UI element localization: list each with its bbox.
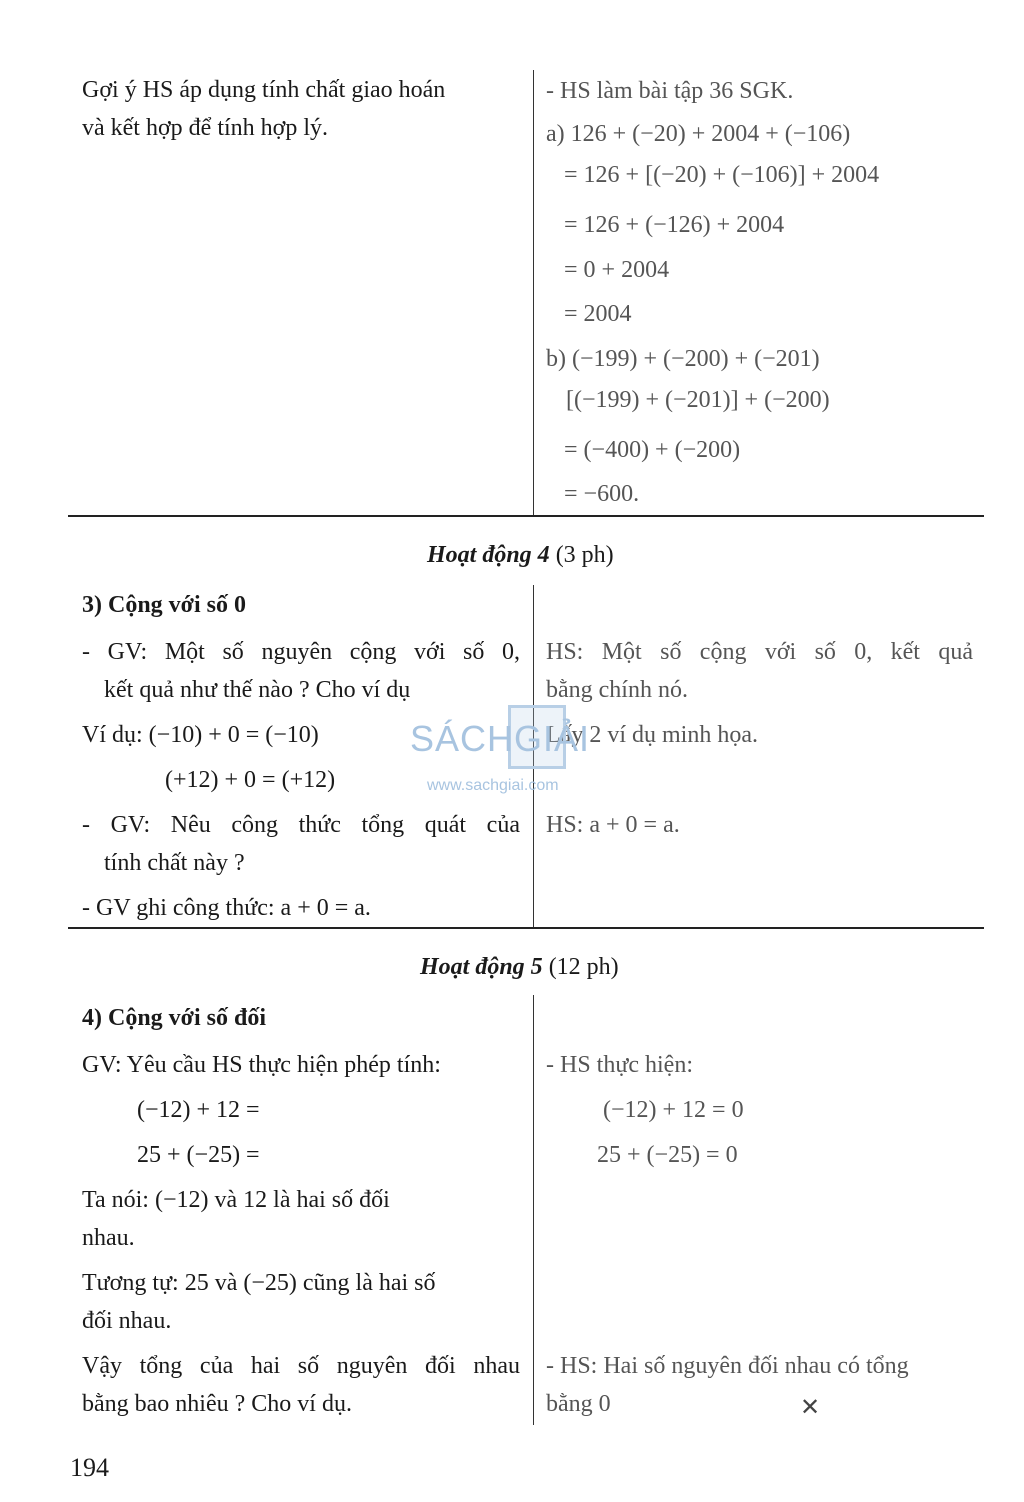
student-line: bằng chính nó.	[546, 677, 688, 703]
answer-line: = (−400) + (−200)	[564, 437, 741, 463]
teacher-line: - GV ghi công thức: a + 0 = a.	[82, 895, 371, 921]
answer-line: = −600.	[564, 481, 640, 507]
activity-5-heading	[420, 952, 619, 982]
activity-5-title: Hoạt động 5	[420, 954, 543, 980]
section-2-heading: 3) Cộng với số 0	[82, 592, 246, 618]
student-line: - HS: Hai số nguyên đối nhau có tổng	[546, 1353, 909, 1379]
teacher-line: kết quả như thế nào ? Cho ví dụ	[104, 677, 411, 703]
section-rule	[68, 515, 984, 517]
cross-mark-icon: ✕	[800, 1393, 821, 1421]
student-line: - HS thực hiện:	[546, 1052, 693, 1078]
student-line: Lấy 2 ví dụ minh họa.	[546, 722, 758, 748]
activity-4-heading	[427, 540, 614, 570]
activity-5-time: (12 ph)	[548, 954, 619, 980]
teacher-line: tính chất này ?	[104, 850, 245, 876]
student-line: 25 + (−25) = 0	[597, 1142, 738, 1168]
hint-line-1: Gợi ý HS áp dụng tính chất giao hoán	[82, 77, 446, 103]
student-line: bằng 0	[546, 1391, 611, 1417]
student-line: HS: Một số cộng với số 0, kết quả	[546, 639, 973, 665]
expression-line: 25 + (−25) =	[137, 1142, 260, 1168]
answer-line: = 2004	[564, 301, 632, 327]
column-divider	[533, 995, 534, 1425]
activity-4-time: (3 ph)	[555, 542, 614, 568]
teacher-line: nhau.	[82, 1225, 135, 1251]
teacher-line: GV: Yêu cầu HS thực hiện phép tính:	[82, 1052, 441, 1078]
student-line: HS: a + 0 = a.	[546, 812, 680, 838]
answer-line: = 0 + 2004	[564, 257, 670, 283]
student-line: (−12) + 12 = 0	[603, 1097, 744, 1123]
teacher-line: đối nhau.	[82, 1308, 172, 1334]
example-line: (+12) + 0 = (+12)	[165, 767, 336, 793]
page-number: 194	[70, 1453, 109, 1482]
teacher-line: - GV: Nêu công thức tổng quát của	[82, 812, 520, 838]
teacher-line: Ta nói: (−12) và 12 là hai số đối	[82, 1187, 390, 1213]
example-line: Ví dụ: (−10) + 0 = (−10)	[82, 722, 319, 748]
watermark-logo: SÁCHGIẢI	[410, 718, 591, 759]
answer-line: = 126 + [(−20) + (−106)] + 2004	[564, 162, 880, 188]
answer-line: = 126 + (−126) + 2004	[564, 212, 785, 238]
teacher-line: bằng bao nhiêu ? Cho ví dụ.	[82, 1391, 352, 1417]
answer-line: a) 126 + (−20) + 2004 + (−106)	[546, 121, 851, 147]
activity-4-title: Hoạt động 4	[427, 542, 550, 568]
watermark-url: www.sachgiai.com	[427, 777, 559, 794]
teacher-line: Tương tự: 25 và (−25) cũng là hai số	[82, 1270, 436, 1296]
teacher-line: Vậy tổng của hai số nguyên đối nhau	[82, 1353, 520, 1379]
teacher-line: - GV: Một số nguyên cộng với số 0,	[82, 639, 520, 665]
section-3-heading: 4) Cộng với số đối	[82, 1005, 266, 1031]
expression-line: (−12) + 12 =	[137, 1097, 260, 1123]
section-rule	[68, 927, 984, 929]
answer-line: b) (−199) + (−200) + (−201)	[546, 346, 820, 372]
column-divider	[533, 70, 534, 515]
answer-line: - HS làm bài tập 36 SGK.	[546, 78, 794, 104]
hint-line-2: và kết hợp để tính hợp lý.	[82, 115, 329, 141]
answer-line: [(−199) + (−201)] + (−200)	[566, 387, 830, 413]
